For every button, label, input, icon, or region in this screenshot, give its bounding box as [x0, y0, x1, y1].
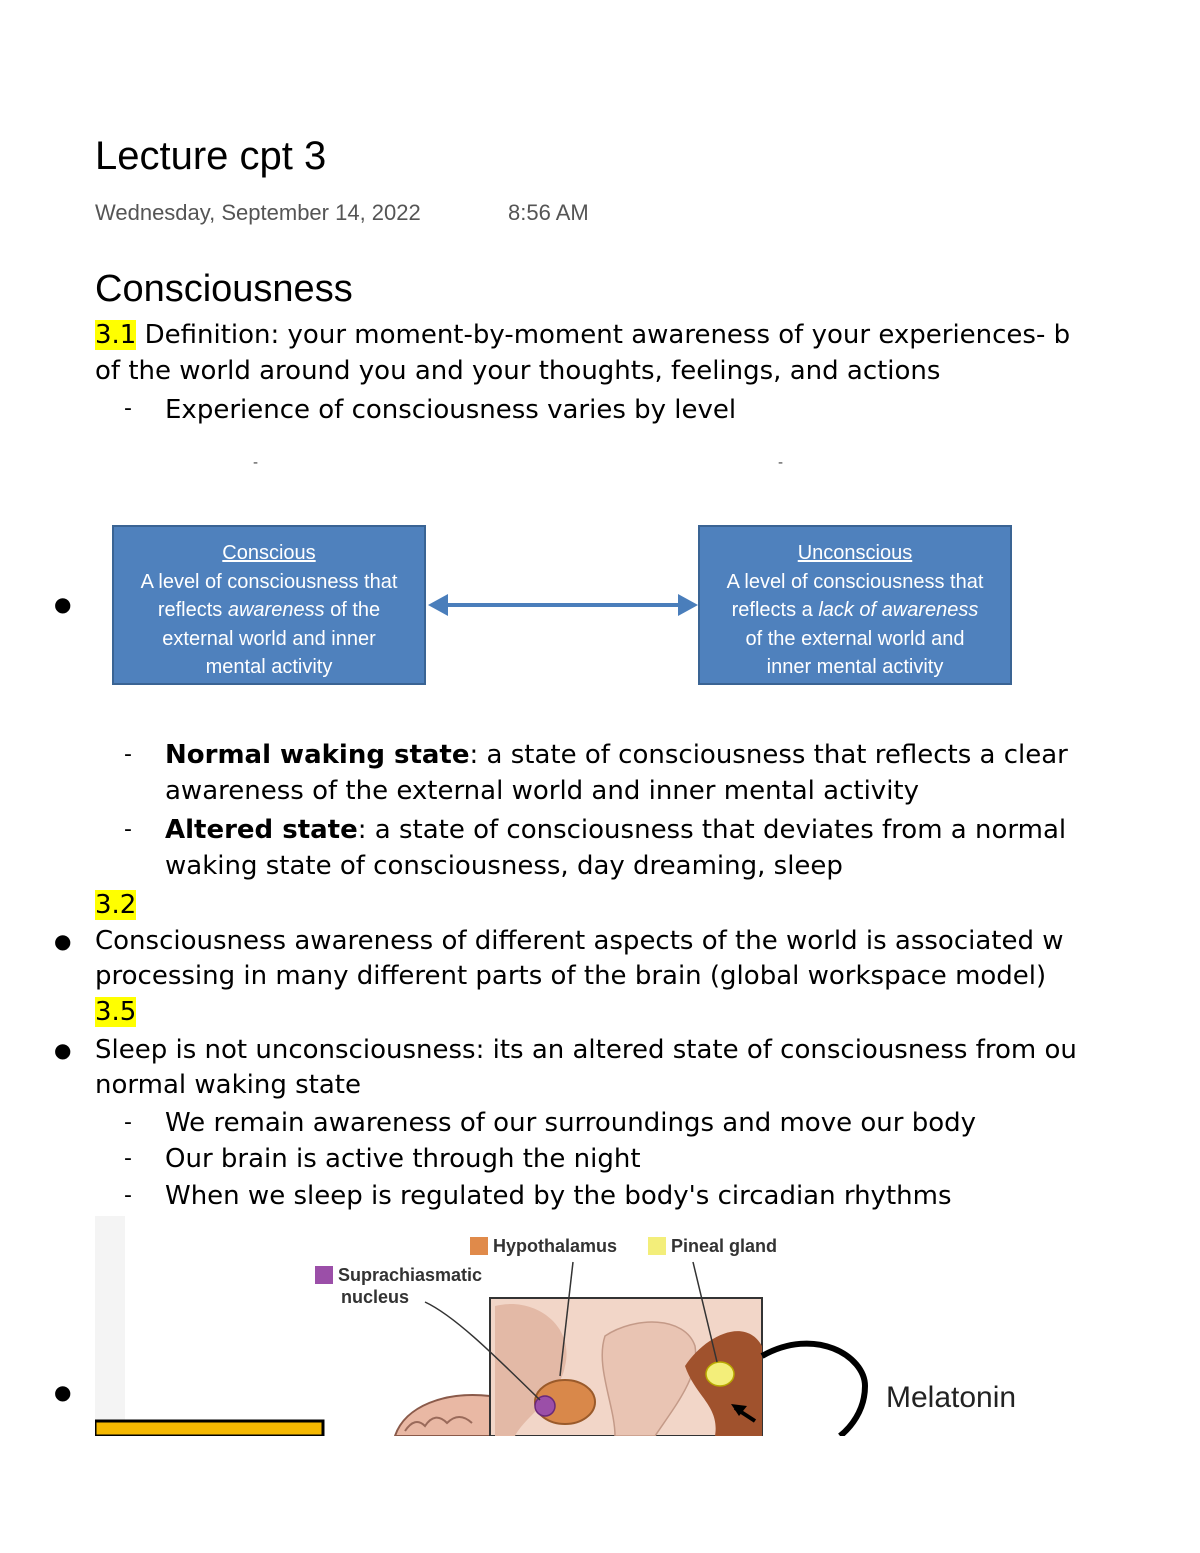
- dash-marker: -: [124, 1146, 132, 1171]
- altered-state-text: : a state of consciousness that deviates from a normal: [357, 815, 1067, 845]
- dash-marker: -: [124, 742, 132, 767]
- normal-state-line-1: [165, 737, 1068, 773]
- scn-label: [315, 1264, 482, 1308]
- pineal-label: [648, 1236, 777, 1257]
- conscious-text: reflects: [157, 599, 228, 621]
- conscious-emphasis: awareness: [227, 599, 325, 621]
- section-heading: Consciousness: [95, 268, 353, 310]
- conscious-line-2: [114, 596, 424, 625]
- altered-state-term: Altered state: [165, 815, 358, 845]
- conscious-line-1: A level of consciousness that: [140, 570, 398, 593]
- normal-state-line-2: awareness of the external world and inner mental activity: [165, 776, 919, 806]
- altered-state-line-1: [165, 812, 1066, 848]
- melatonin-label: Melatonin: [886, 1381, 1017, 1414]
- hypothalamus-swatch: [470, 1237, 488, 1255]
- bullet-marker: ●: [54, 929, 72, 953]
- bullet-marker: ●: [54, 1380, 72, 1404]
- hypothalamus-label: [470, 1236, 617, 1257]
- section-number-3-1: 3.1: [95, 320, 137, 350]
- sub-item-consciousness-levels: Experience of consciousness varies by level: [165, 395, 737, 425]
- unconscious-line-1: A level of consciousness that: [726, 570, 984, 593]
- section-number-3-5: [95, 994, 136, 1030]
- section-number-3-2: [95, 887, 136, 923]
- stray-mark: -: [778, 455, 784, 471]
- note-time: 8:56 AM: [508, 200, 589, 225]
- conscious-text: of the: [324, 599, 381, 621]
- highlight-3-2: 3.2: [95, 890, 137, 920]
- unconscious-line-4: inner mental activity: [766, 656, 944, 678]
- global-workspace-line-2: processing in many different parts of the brain (global workspace model): [95, 961, 1047, 991]
- unconscious-line-3: of the external world and: [745, 627, 965, 650]
- normal-state-term: Normal waking state: [165, 740, 470, 770]
- note-date: Wednesday, September 14, 2022: [95, 200, 421, 225]
- dash-marker: -: [124, 817, 132, 842]
- scn-text-1: Suprachiasmatic: [338, 1265, 483, 1285]
- sleep-sub-1: We remain awareness of our surroundings and move our body: [165, 1108, 976, 1138]
- conscious-line-3: external world and inner: [162, 627, 376, 650]
- unconscious-box: [698, 525, 1012, 685]
- conscious-title: Conscious: [222, 542, 316, 564]
- unconscious-title: Unconscious: [797, 542, 913, 564]
- pineal-text: Pineal gland: [671, 1236, 778, 1256]
- sleep-sub-2: Our brain is active through the night: [165, 1144, 641, 1174]
- highlight-3-5: 3.5: [95, 997, 137, 1027]
- global-workspace-line-1: Consciousness awareness of different aspects of the world is associated w: [95, 926, 1064, 956]
- unconscious-emphasis: lack of awareness: [818, 599, 979, 621]
- stray-mark: -: [253, 455, 259, 471]
- dash-marker: -: [124, 396, 132, 421]
- bullet-marker: ●: [54, 1038, 72, 1062]
- unconscious-line-2: [700, 596, 1010, 625]
- sleep-line-2: normal waking state: [95, 1070, 361, 1100]
- definition-line-1: [95, 317, 1070, 353]
- pineal-swatch: [648, 1237, 666, 1255]
- dash-marker: -: [124, 1110, 132, 1135]
- page-title: Lecture cpt 3: [95, 134, 327, 178]
- definition-text: Definition: your moment-by-moment awareness of your experiences- b: [136, 320, 1071, 350]
- sleep-line-1: Sleep is not unconsciousness: its an altered state of consciousness from ou: [95, 1035, 1077, 1065]
- dash-marker: -: [124, 1183, 132, 1208]
- altered-state-line-2: waking state of consciousness, day dreaming, sleep: [165, 851, 843, 881]
- sleep-sub-3: When we sleep is regulated by the body's circadian rhythms: [165, 1181, 952, 1211]
- scn-text-2: nucleus: [341, 1287, 410, 1307]
- double-arrow-icon: [426, 590, 700, 620]
- conscious-box: [112, 525, 426, 685]
- bullet-marker: ●: [54, 592, 72, 616]
- hypothalamus-text: Hypothalamus: [493, 1236, 618, 1256]
- circadian-brain-figure: [95, 1216, 1200, 1436]
- normal-state-text: : a state of consciousness that reflects a clear: [469, 740, 1068, 770]
- unconscious-text: reflects a: [731, 599, 819, 621]
- scn-swatch: [315, 1266, 333, 1284]
- definition-line-2: of the world around you and your thoughts, feelings, and actions: [95, 356, 941, 386]
- conscious-line-4: mental activity: [205, 656, 333, 678]
